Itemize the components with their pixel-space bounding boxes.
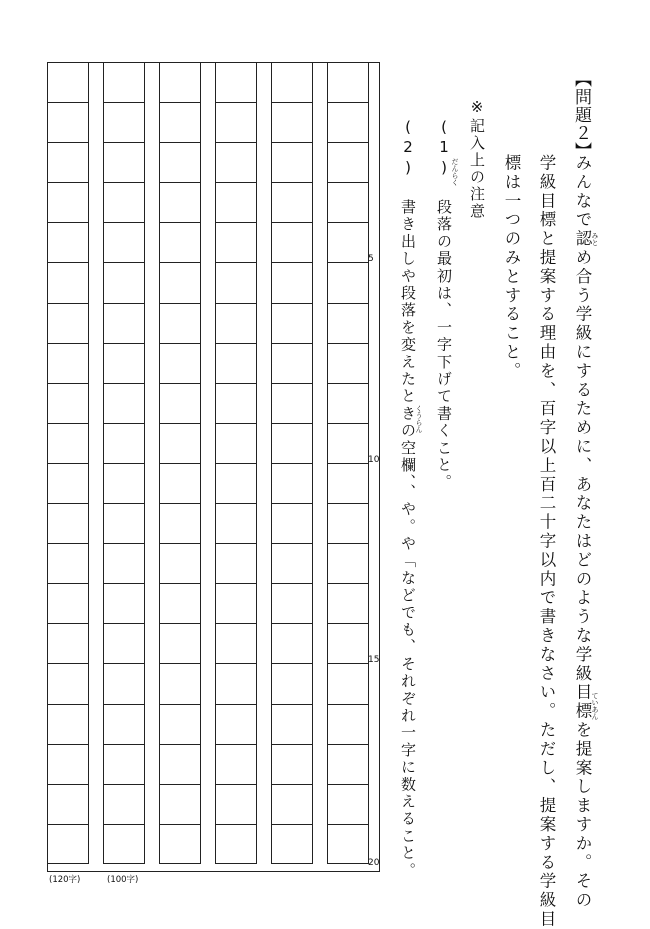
grid-cell[interactable] bbox=[159, 343, 201, 383]
grid-column-4[interactable] bbox=[159, 62, 201, 864]
grid-cell[interactable] bbox=[215, 423, 257, 463]
grid-cell[interactable] bbox=[47, 623, 89, 663]
grid-cell[interactable] bbox=[215, 303, 257, 343]
grid-cell[interactable] bbox=[327, 503, 369, 543]
grid-cell[interactable] bbox=[271, 503, 313, 543]
row-mark-20: 20 bbox=[368, 858, 380, 868]
note-label-2: (2) bbox=[399, 118, 417, 179]
grid-cell[interactable] bbox=[327, 142, 369, 182]
grid-cell[interactable] bbox=[327, 704, 369, 744]
grid-cell[interactable] bbox=[271, 824, 313, 864]
row-mark-10: 10 bbox=[368, 455, 380, 465]
grid-cell[interactable] bbox=[215, 623, 257, 663]
grid-cell[interactable] bbox=[215, 222, 257, 262]
grid-cell[interactable] bbox=[215, 824, 257, 864]
grid-cell[interactable] bbox=[103, 343, 145, 383]
grid-cell[interactable] bbox=[271, 383, 313, 423]
count-label-120: (120字) bbox=[49, 875, 81, 885]
grid-cell[interactable] bbox=[271, 744, 313, 784]
grid-cell[interactable] bbox=[271, 543, 313, 583]
grid-cell[interactable] bbox=[47, 663, 89, 703]
grid-cell[interactable] bbox=[103, 303, 145, 343]
grid-cell[interactable] bbox=[159, 463, 201, 503]
grid-cell[interactable] bbox=[327, 824, 369, 864]
grid-cell[interactable] bbox=[47, 142, 89, 182]
grid-cell[interactable] bbox=[327, 663, 369, 703]
grid-cell[interactable] bbox=[271, 262, 313, 302]
grid-cell[interactable] bbox=[47, 784, 89, 824]
question-line-2: 学級目標と提案する理由を、百字以上百二十字以内で書きなさい。ただし、提案する学級目 bbox=[537, 154, 556, 929]
grid-cell[interactable] bbox=[327, 262, 369, 302]
grid-cell[interactable] bbox=[159, 62, 201, 102]
question-line-3: 標は一つのみとすること。 bbox=[502, 154, 521, 381]
grid-cell[interactable] bbox=[103, 824, 145, 864]
grid-cell[interactable] bbox=[47, 824, 89, 864]
ruby-kuuran: くうらん bbox=[415, 405, 423, 433]
grid-cell[interactable] bbox=[159, 704, 201, 744]
grid-cell[interactable] bbox=[215, 383, 257, 423]
grid-cell[interactable] bbox=[271, 423, 313, 463]
grid-cell[interactable] bbox=[47, 262, 89, 302]
note-label-1: (1) bbox=[435, 118, 453, 179]
grid-cell[interactable] bbox=[215, 744, 257, 784]
grid-cell[interactable] bbox=[103, 142, 145, 182]
grid-cell[interactable] bbox=[159, 503, 201, 543]
grid-cell[interactable] bbox=[47, 744, 89, 784]
grid-cell[interactable] bbox=[159, 142, 201, 182]
grid-cell[interactable] bbox=[103, 182, 145, 222]
row-mark-5: 5 bbox=[368, 254, 374, 264]
grid-cell[interactable] bbox=[327, 623, 369, 663]
grid-cell[interactable] bbox=[327, 543, 369, 583]
grid-column-3[interactable] bbox=[215, 62, 257, 864]
ruby-mito: みと bbox=[591, 232, 599, 246]
grid-cell[interactable] bbox=[103, 623, 145, 663]
note-text-2: 書き出しや段落を変えたときの空欄、、や。や「などでも、それぞれ一字に数えること。 bbox=[399, 198, 417, 880]
grid-column-1[interactable] bbox=[327, 62, 369, 864]
grid-cell[interactable] bbox=[271, 663, 313, 703]
grid-cell[interactable] bbox=[215, 343, 257, 383]
grid-cell[interactable] bbox=[103, 102, 145, 142]
grid-cell[interactable] bbox=[47, 182, 89, 222]
grid-cell[interactable] bbox=[159, 663, 201, 703]
grid-cell[interactable] bbox=[327, 182, 369, 222]
grid-cell[interactable] bbox=[47, 102, 89, 142]
grid-cell[interactable] bbox=[271, 583, 313, 623]
grid-cell[interactable] bbox=[271, 784, 313, 824]
grid-cell[interactable] bbox=[47, 383, 89, 423]
grid-cell[interactable] bbox=[103, 262, 145, 302]
grid-cell[interactable] bbox=[271, 102, 313, 142]
grid-cell[interactable] bbox=[47, 303, 89, 343]
count-label-100: (100字) bbox=[107, 875, 139, 885]
grid-cell[interactable] bbox=[215, 62, 257, 102]
grid-cell[interactable] bbox=[159, 262, 201, 302]
grid-cell[interactable] bbox=[103, 784, 145, 824]
grid-cell[interactable] bbox=[327, 744, 369, 784]
grid-cell[interactable] bbox=[215, 704, 257, 744]
grid-cell[interactable] bbox=[159, 824, 201, 864]
note-item-2 bbox=[393, 118, 415, 879]
grid-cell[interactable] bbox=[215, 262, 257, 302]
grid-cell[interactable] bbox=[103, 423, 145, 463]
grid-cell[interactable] bbox=[159, 303, 201, 343]
grid-cell[interactable] bbox=[103, 704, 145, 744]
grid-cell[interactable] bbox=[47, 583, 89, 623]
notes-heading: ※記入上の注意 bbox=[468, 98, 486, 220]
grid-cell[interactable] bbox=[159, 583, 201, 623]
grid-cell[interactable] bbox=[327, 583, 369, 623]
grid-cell[interactable] bbox=[215, 102, 257, 142]
grid-cell[interactable] bbox=[47, 543, 89, 583]
question-title: 【問題２】 bbox=[571, 70, 591, 160]
ruby-danraku: だんらく bbox=[451, 158, 459, 186]
note-item-1 bbox=[429, 118, 451, 491]
grid-cell[interactable] bbox=[271, 142, 313, 182]
grid-column-2[interactable] bbox=[271, 62, 313, 864]
grid-cell[interactable] bbox=[327, 784, 369, 824]
question-line-1: みんなで認め合う学級にするために、あなたはどのような学級目標を提案しますか。その bbox=[573, 154, 592, 910]
grid-cell[interactable] bbox=[159, 543, 201, 583]
grid-cell[interactable] bbox=[215, 663, 257, 703]
row-mark-15: 15 bbox=[368, 655, 380, 665]
grid-cell[interactable] bbox=[47, 62, 89, 102]
grid-cell[interactable] bbox=[159, 423, 201, 463]
ruby-teian: ていあん bbox=[591, 692, 599, 720]
grid-cell[interactable] bbox=[215, 583, 257, 623]
grid-cell[interactable] bbox=[327, 222, 369, 262]
note-text-1: 段落の最初は、一字下げて書くこと。 bbox=[435, 198, 453, 492]
grid-cell[interactable] bbox=[159, 784, 201, 824]
grid-cell[interactable] bbox=[159, 623, 201, 663]
grid-column-6[interactable] bbox=[47, 62, 89, 864]
grid-cell[interactable] bbox=[271, 182, 313, 222]
grid-cell[interactable] bbox=[215, 543, 257, 583]
grid-cell[interactable] bbox=[327, 343, 369, 383]
grid-cell[interactable] bbox=[159, 102, 201, 142]
grid-cell[interactable] bbox=[103, 583, 145, 623]
grid-cell[interactable] bbox=[327, 102, 369, 142]
grid-cell[interactable] bbox=[271, 623, 313, 663]
grid-cell[interactable] bbox=[215, 503, 257, 543]
grid-cell[interactable] bbox=[215, 784, 257, 824]
grid-cell[interactable] bbox=[159, 383, 201, 423]
grid-cell[interactable] bbox=[215, 182, 257, 222]
grid-cell[interactable] bbox=[327, 463, 369, 503]
grid-cell[interactable] bbox=[215, 142, 257, 182]
grid-cell[interactable] bbox=[327, 303, 369, 343]
grid-cell[interactable] bbox=[271, 463, 313, 503]
grid-cell[interactable] bbox=[103, 503, 145, 543]
grid-cell[interactable] bbox=[271, 303, 313, 343]
grid-cell[interactable] bbox=[159, 182, 201, 222]
grid-cell[interactable] bbox=[159, 222, 201, 262]
grid-cell[interactable] bbox=[271, 222, 313, 262]
grid-cell[interactable] bbox=[215, 463, 257, 503]
grid-cell[interactable] bbox=[103, 222, 145, 262]
grid-cell[interactable] bbox=[103, 62, 145, 102]
grid-cell[interactable] bbox=[47, 704, 89, 744]
grid-cell[interactable] bbox=[103, 383, 145, 423]
grid-cell[interactable] bbox=[47, 463, 89, 503]
grid-cell[interactable] bbox=[47, 343, 89, 383]
grid-cell[interactable] bbox=[47, 503, 89, 543]
grid-cell[interactable] bbox=[327, 62, 369, 102]
grid-cell[interactable] bbox=[271, 704, 313, 744]
grid-cell[interactable] bbox=[103, 543, 145, 583]
grid-cell[interactable] bbox=[271, 343, 313, 383]
grid-cell[interactable] bbox=[103, 463, 145, 503]
grid-cell[interactable] bbox=[271, 62, 313, 102]
grid-cell[interactable] bbox=[103, 663, 145, 703]
grid-cell[interactable] bbox=[47, 423, 89, 463]
grid-cell[interactable] bbox=[327, 383, 369, 423]
grid-column-5[interactable] bbox=[103, 62, 145, 864]
grid-cell[interactable] bbox=[327, 423, 369, 463]
grid-cell[interactable] bbox=[103, 744, 145, 784]
grid-cell[interactable] bbox=[159, 744, 201, 784]
grid-cell[interactable] bbox=[47, 222, 89, 262]
